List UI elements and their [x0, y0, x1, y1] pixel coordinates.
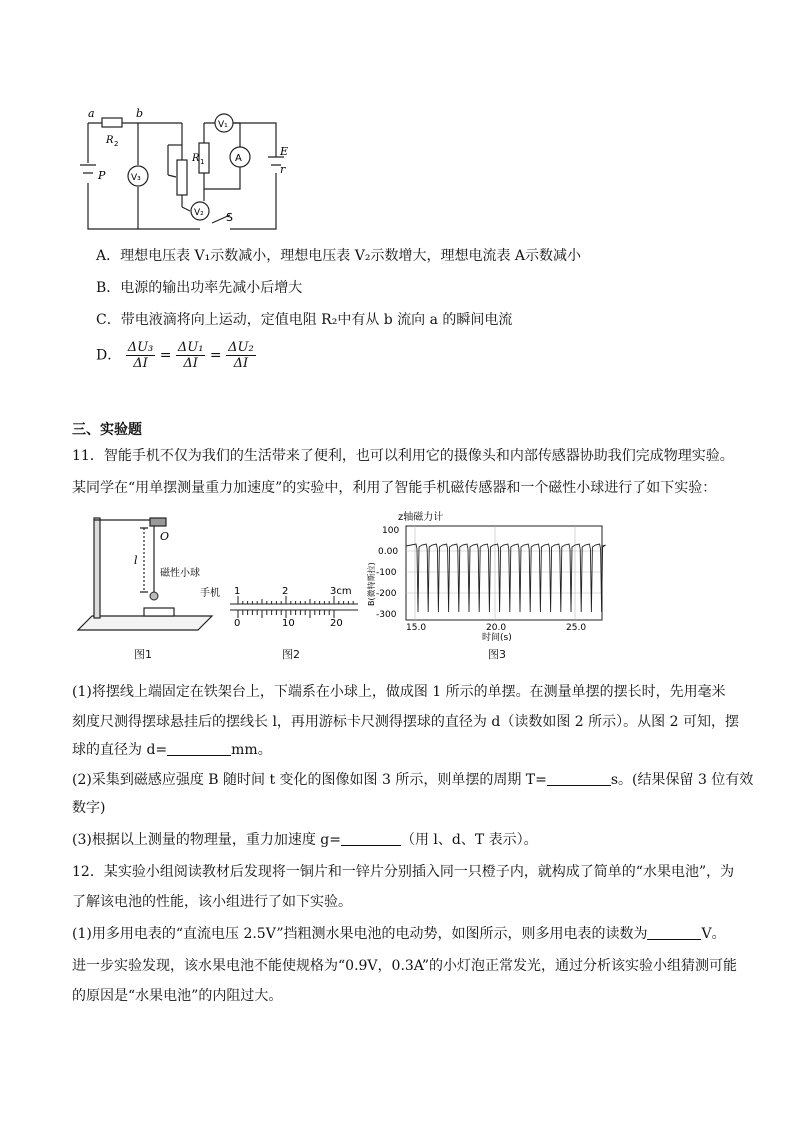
plot-title: z轴磁力计 — [398, 512, 444, 523]
q11-part3: (3)根据以上测量的物理量，重力加速度 g= （用 l、d、T 表示）。 — [72, 832, 538, 848]
label-l: l — [134, 554, 138, 567]
option-d-prefix: D． — [96, 347, 122, 364]
q11-part1-line-2: 刻度尺测得摆球悬挂后的摆线长 l，再用游标卡尺测得摆球的直径为 d（读数如图 2 所示）。从图 2 可知，摆 — [72, 714, 739, 730]
q11-part1-line-3: 球的直径为 d= mm。 — [72, 742, 272, 758]
equals-sign: = — [159, 347, 172, 364]
ytick-neg300: -300 — [376, 610, 397, 620]
y-axis-label: B(微特斯拉) — [367, 562, 376, 606]
option-d — [96, 340, 256, 371]
option-b: B．电源的输出功率先减小后增大 — [96, 280, 303, 296]
vernier-label-20: 20 — [330, 618, 343, 629]
label-p: P — [98, 169, 106, 182]
voltmeter-v3: V₃ — [131, 173, 141, 183]
q12-line-1: 12．某实验小组阅读教材后发现将一铜片和一锌片分别插入同一只橙子内，就构成了简单的“水果电池”，为 — [72, 864, 735, 880]
figure-3-plot — [367, 508, 620, 644]
label-r1-sub: 1 — [200, 158, 205, 166]
x-axis-label: 时间(s) — [482, 633, 512, 643]
q11-part2-line-2: 数字) — [72, 800, 106, 816]
figure-3-caption: 图3 — [488, 648, 506, 661]
figure-2-vernier — [226, 584, 366, 634]
q12-line-3: (1)用多用电表的“直流电压 2.5V”挡粗测水果电池的电动势，如图所示，则多用电表的读数为 V。 — [72, 926, 726, 942]
answer-blank-voltage[interactable] — [647, 925, 701, 940]
figure-2-caption: 图2 — [282, 648, 300, 661]
xtick-15: 15.0 — [406, 623, 427, 633]
label-r2: R — [106, 135, 114, 146]
fraction-u2: $\frac{\text{ΔU₂}}{\Delta I}$ — [228, 340, 254, 371]
main-scale-label-2: 2 — [282, 586, 289, 597]
main-scale-label-1: 1 — [234, 586, 241, 597]
vernier-label-0: 0 — [234, 618, 241, 629]
option-a: A．理想电压表 V₁示数减小，理想电压表 V₂示数增大，理想电流表 A示数减小 — [96, 248, 582, 264]
label-o: O — [160, 530, 170, 543]
label-phone: 手机 — [200, 588, 220, 599]
ammeter-a: A — [235, 153, 242, 164]
xtick-25: 25.0 — [566, 623, 587, 633]
answer-blank-gravity[interactable] — [341, 831, 401, 846]
label-magnetic-ball: 磁性小球 — [160, 568, 200, 579]
label-r2-sub: 2 — [114, 140, 119, 148]
q11-line-1: 11．智能手机不仅为我们的生活带来了便利，也可以利用它的摄像头和内部传感器协助我们完成物理实验。 — [72, 448, 734, 464]
circuit-diagram — [80, 105, 300, 235]
label-internal-r: r — [280, 163, 286, 176]
voltmeter-v1: V₁ — [218, 120, 228, 130]
node-a: a — [88, 107, 95, 120]
section-heading: 三、实验题 — [72, 422, 142, 438]
option-c: C．带电液滴将向上运动，定值电阻 R₂中有从 b 流向 a 的瞬间电流 — [96, 312, 513, 328]
node-b: b — [136, 107, 144, 120]
q12-line-4: 进一步实验发现，该水果电池不能使规格为“0.9V，0.3A”的小灯泡正常发光，通过分析该实验小组猜测可能 — [72, 958, 738, 974]
q11-line-2: 某同学在“用单摆测量重力加速度”的实验中，利用了智能手机磁传感器和一个磁性小球进行了如下实验： — [72, 480, 717, 496]
label-emf: E — [280, 145, 289, 158]
main-scale-label-3: 3cm — [330, 586, 352, 597]
ytick-0: 0.00 — [378, 547, 399, 557]
label-switch: S — [226, 211, 233, 224]
label-r1: R — [192, 153, 200, 164]
xtick-20: 20.0 — [486, 623, 507, 633]
q12-line-5: 的原因是“水果电池”的内阻过大。 — [72, 988, 283, 1004]
fraction-u1: $\frac{\text{ΔU₁}}{\Delta I}$ — [177, 340, 204, 371]
q12-line-2: 了解该电池的性能，该小组进行了如下实验。 — [72, 894, 352, 910]
answer-blank-diameter[interactable] — [167, 741, 231, 756]
answer-blank-period[interactable] — [547, 771, 611, 786]
voltmeter-v2: V₂ — [194, 208, 204, 218]
fraction-u3: $\frac{\text{ΔU₃}}{\Delta I}$ — [127, 340, 154, 371]
equals-sign: = — [209, 347, 222, 364]
vernier-label-10: 10 — [282, 618, 295, 629]
ytick-100: 100 — [382, 526, 400, 536]
ytick-neg200: -200 — [376, 589, 397, 599]
q11-part2-line-1: (2)采集到磁感应强度 B 随时间 t 变化的图像如图 3 所示，则单摆的周期 T= s。(结果保留 3 位有效 — [72, 772, 754, 788]
figure-1-caption: 图1 — [134, 648, 152, 661]
q11-part1-line-1: (1)将摆线上端固定在铁架台上，下端系在小球上，做成图 1 所示的单摆。在测量单摆的摆长时，先用毫米 — [72, 684, 726, 700]
ytick-neg100: -100 — [376, 568, 397, 578]
figure-1-pendulum — [74, 512, 224, 636]
